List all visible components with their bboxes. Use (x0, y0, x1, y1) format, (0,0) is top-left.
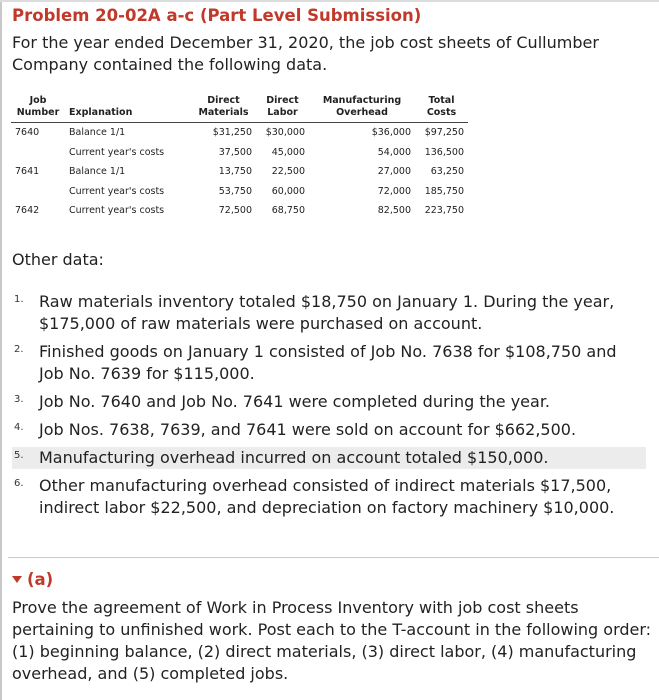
panel-top-border (0, 0, 659, 2)
list-item: 3. Job No. 7640 and Job No. 7641 were completed during the year. (14, 392, 551, 411)
job-cost-table (11, 95, 468, 221)
problem-title: Problem 20-02A a-c (Part Level Submission) (12, 6, 422, 25)
col-manufacturing-overhead: Manufacturing Overhead (322, 95, 402, 118)
col-job-number: Job Number (16, 95, 60, 118)
col-total-costs: Total Costs (426, 95, 457, 118)
col-direct-materials: Direct Materials (198, 95, 249, 118)
panel-left-border (0, 0, 2, 700)
col-direct-labor: Direct Labor (266, 95, 299, 118)
other-data-heading: Other data: (12, 250, 104, 269)
list-item: 2. Finished goods on January 1 consisted of Job No. 7638 for $108,750 and Job No. 7639 for $115,000. (14, 342, 617, 383)
other-data-list (12, 291, 646, 525)
part-a-label: (a) (27, 570, 54, 589)
table-row: 7641 Balance 1/1 13,750 22,500 27,000 63,250 (15, 166, 464, 178)
list-item: 6. Other manufacturing overhead consisted of indirect materials $17,500, indirect labor $22,500, and depreciation on factory machinery $10,000. (14, 476, 615, 517)
list-item: 1. Raw materials inventory totaled $18,750 on January 1. During the year, $175,000 of raw materials were purchased on account. (14, 292, 615, 333)
table-header-row (11, 95, 468, 123)
col-explanation: Explanation (69, 107, 133, 118)
collapse-triangle-icon[interactable] (12, 576, 22, 583)
problem-intro: For the year ended December 31, 2020, the job cost sheets of Cullumber Company contained the following data. (12, 33, 599, 74)
list-item: 4. Job Nos. 7638, 7639, and 7641 were sold on account for $662,500. (14, 420, 577, 439)
part-a-toggle[interactable] (12, 570, 53, 589)
list-item-highlighted: 5. Manufacturing overhead incurred on account totaled $150,000. (12, 447, 646, 469)
section-divider (8, 557, 659, 558)
table-row: 7642 Current year's costs 72,500 68,750 82,500 223,750 (15, 205, 464, 217)
table-row: 7640 Balance 1/1 $31,250 $30,000 $36,000 $97,250 (15, 127, 464, 139)
table-row: Current year's costs 53,750 60,000 72,000 185,750 (69, 185, 464, 197)
table-row: Current year's costs 37,500 45,000 54,000 136,500 (69, 146, 464, 158)
part-a-instructions: Prove the agreement of Work in Process Inventory with job cost sheets pertaining to unfinished work. Post each to the T-account in the following order: (1) beginning balance, (2) direct materials, (3) direct labor, (4) manufacturing overhead, and (5) completed jobs. (12, 598, 652, 683)
